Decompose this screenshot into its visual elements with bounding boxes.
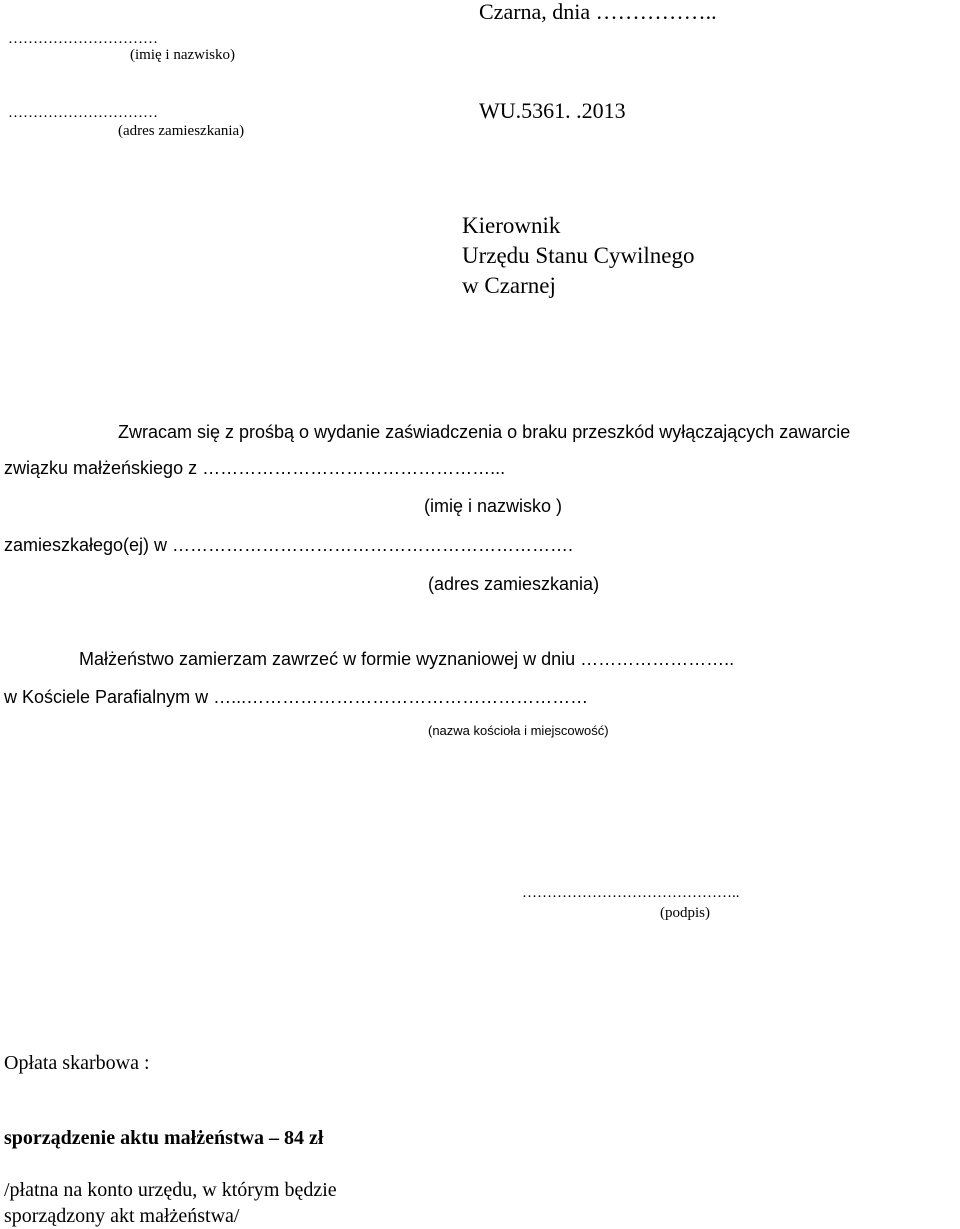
addressee-line-3: w Czarnej <box>462 273 556 298</box>
applicant-address-caption: (adres zamieszkania) <box>118 123 245 139</box>
addressee-line-1: Kierownik <box>462 213 561 238</box>
place-date: Czarna, dnia …………….. <box>479 0 717 24</box>
addressee-line-2: Urzędu Stanu Cywilnego <box>462 243 695 268</box>
stamp-duty-label: Opłata skarbowa : <box>4 1052 150 1074</box>
signature-caption: (podpis) <box>660 905 710 921</box>
request-line-2: związku małżeńskiego z …………………………………………... <box>4 458 506 478</box>
marriage-date-line: Małżeństwo zamierzam zawrzeć w formie wyznaniowej w dniu …………………….. <box>79 649 735 669</box>
payment-note-line-2: sporządzony akt małżeństwa/ <box>4 1205 240 1227</box>
spouse-name-caption: (imię i nazwisko ) <box>424 496 563 516</box>
residence-caption: (adres zamieszkania) <box>428 574 600 594</box>
applicant-name-caption: (imię i nazwisko) <box>130 47 235 63</box>
signature-dots: …………………………………….. <box>522 885 740 901</box>
applicant-address-dots: ………………………… <box>8 105 158 121</box>
reference-number: WU.5361. .2013 <box>479 98 626 123</box>
residence-line: zamieszkałego(ej) w …………………………………………………………. <box>4 535 574 555</box>
church-caption: (nazwa kościoła i miejscowość) <box>428 723 609 738</box>
stamp-duty-item: sporządzenie aktu małżeństwa – 84 zł <box>4 1127 324 1149</box>
applicant-name-dots: ………………………… <box>8 31 158 47</box>
request-line-1: Zwracam się z prośbą o wydanie zaświadczenia o braku przeszkód wyłączających zawarcie <box>118 422 851 442</box>
payment-note-line-1: /płatna na konto urzędu, w którym będzie <box>4 1179 337 1201</box>
church-line: w Kościele Parafialnym w …...………………………………………………… <box>4 687 589 707</box>
